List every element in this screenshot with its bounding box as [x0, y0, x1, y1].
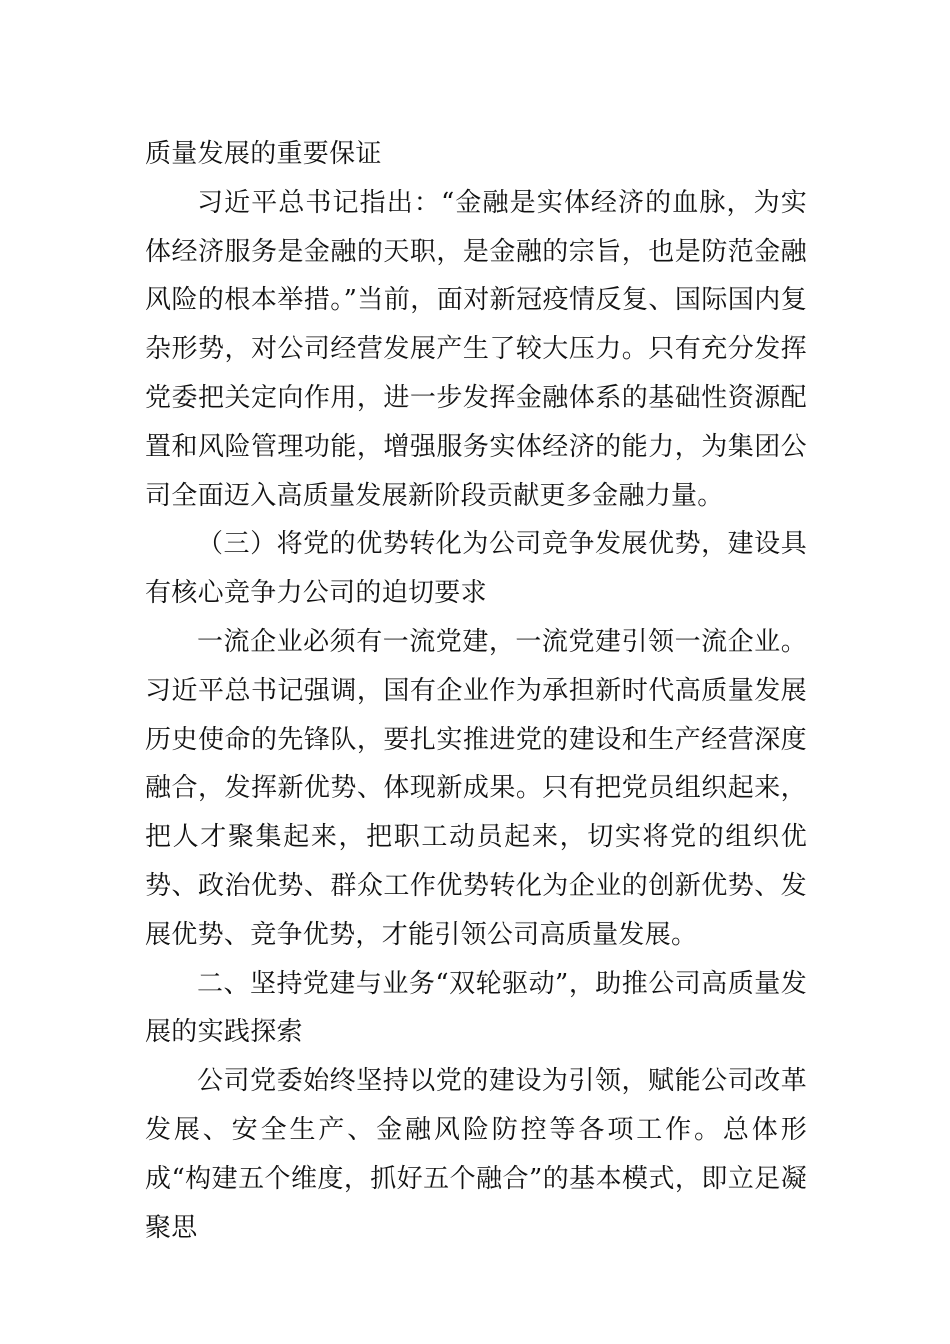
- paragraph-first-class-enterprise: 一流企业必须有一流党建，一流党建引领一流企业。习近平总书记强调，国有企业作为承担新时代高质量发展历史使命的先锋队，要扎实推进党的建设和生产经营深度融合，发挥新优势、体现新成果。只有把党员组织起来，把人才聚集起来，把职工动员起来，切实将党的组织优势、政治优势、群众工作优势转化为企业的创新优势、发展优势、竞争优势，才能引领公司高质量发展。: [145, 626, 807, 950]
- document-body: [145, 130, 807, 1252]
- paragraph-finance-quote: 习近平总书记指出：“金融是实体经济的血脉，为实体经济服务是金融的天职，是金融的宗旨，也是防范金融风险的根本举措。”当前，面对新冠疫情反复、国际国内复杂形势，对公司经营发展产生了较大压力。只有充分发挥党委把关定向作用，进一步发挥金融体系的基础性资源配置和风险管理功能，增强服务实体经济的能力，为集团公司全面迈入高质量发展新阶段贡献更多金融力量。: [145, 187, 807, 511]
- paragraph-party-committee: 公司党委始终坚持以党的建设为引领，赋能公司改革发展、安全生产、金融风险防控等各项工作。总体形成“构建五个维度，抓好五个融合”的基本模式，即立足凝聚思: [145, 1066, 807, 1243]
- paragraph-continuation: 质量发展的重要保证: [145, 139, 382, 169]
- section-heading-3: （三）将党的优势转化为公司竞争发展优势，建设具有核心竞争力公司的迫切要求: [145, 529, 807, 609]
- section-heading-2: 二、坚持党建与业务“双轮驱动”，助推公司高质量发展的实践探索: [145, 968, 807, 1048]
